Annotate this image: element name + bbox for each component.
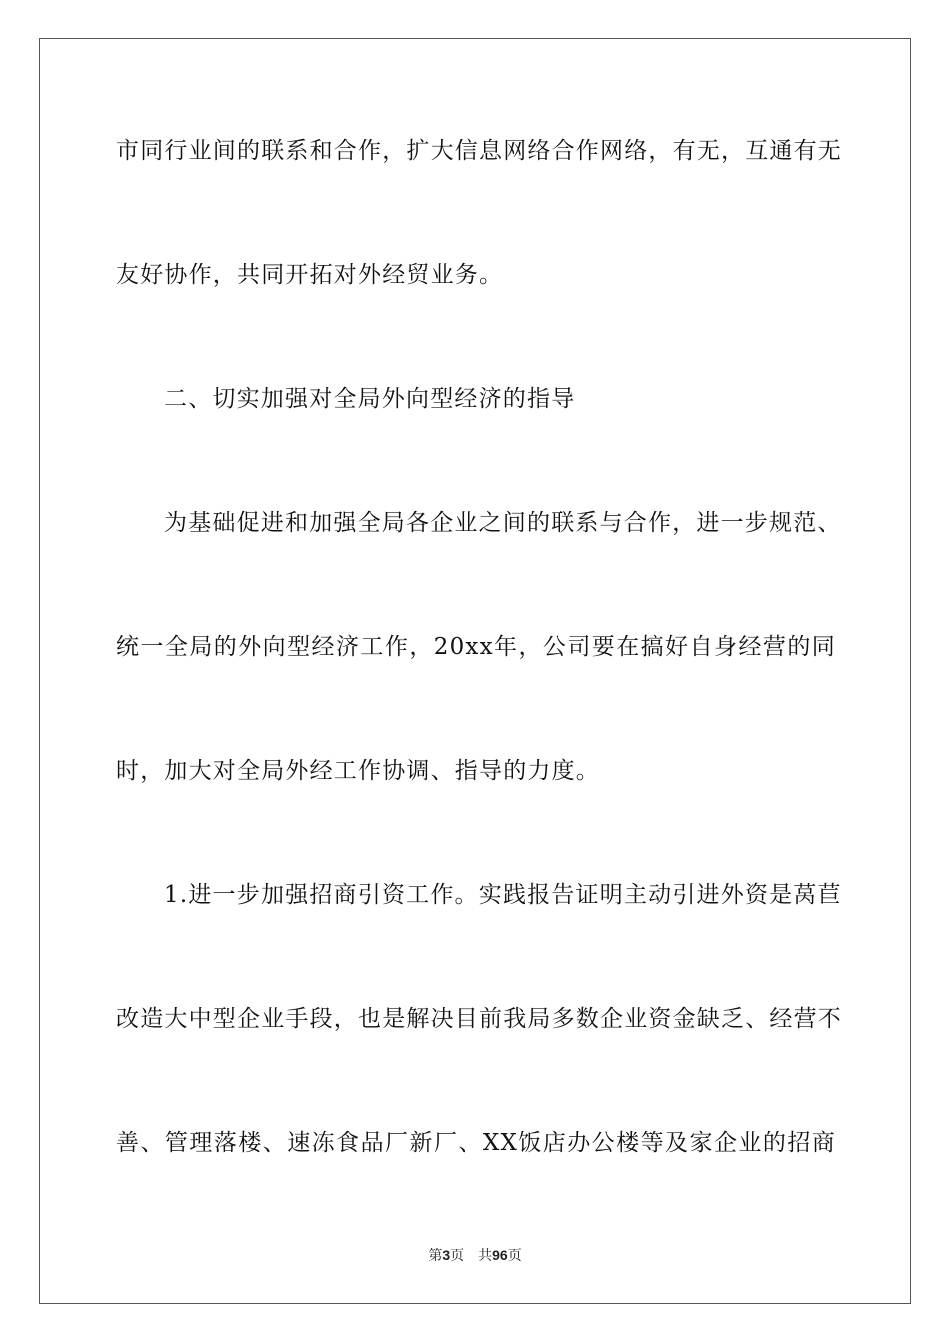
page-number: 3 xyxy=(442,1247,451,1263)
page-footer xyxy=(0,1246,950,1265)
total-suffix: 页 xyxy=(507,1248,522,1264)
total-prefix: 共 xyxy=(478,1248,493,1264)
body-text-line-1: 市同行业间的联系和合作，扩大信息网络合作网络，有无，互通有无 xyxy=(116,138,842,164)
body-text-line-6: 时，加大对全局外经工作协调、指导的力度。 xyxy=(116,758,600,784)
page-border xyxy=(39,38,911,1304)
body-text-line-8: 改造大中型企业手段，也是解决目前我局多数企业资金缺乏、经营不 xyxy=(116,1006,842,1032)
body-text-line-7: 1.进一步加强招商引资工作。实践报告证明主动引进外资是莴苣 xyxy=(164,882,842,908)
page-prefix: 第 xyxy=(428,1248,443,1264)
page-suffix: 页 xyxy=(450,1248,465,1264)
body-text-line-2: 友好协作，共同开拓对外经贸业务。 xyxy=(116,262,504,288)
section-heading: 二、切实加强对全局外向型经济的指导 xyxy=(164,386,576,412)
body-text-line-5: 统一全局的外向型经济工作，20xx年，公司要在搞好自身经营的同 xyxy=(116,634,836,660)
body-text-line-9: 善、管理落楼、速冻食品厂新厂、XX饭店办公楼等及家企业的招商 xyxy=(116,1130,836,1156)
body-text-line-4: 为基础促进和加强全局各企业之间的联系与合作，进一步规范、 xyxy=(164,510,842,536)
total-pages: 96 xyxy=(492,1247,508,1263)
